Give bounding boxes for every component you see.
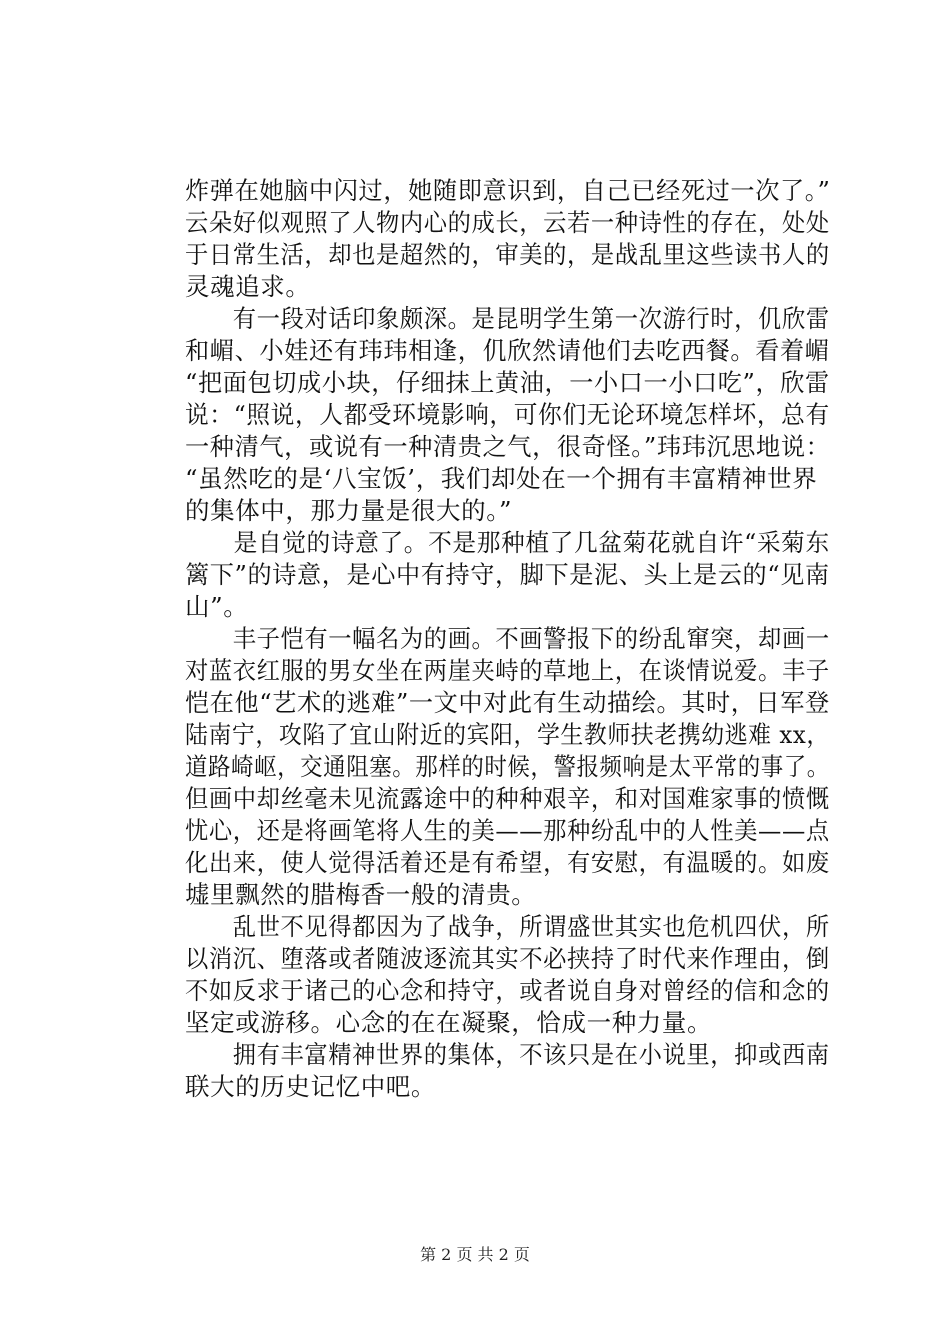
text-line: 和嵋、小娃还有玮玮相逢，仉欣然请他们去吃西餐。看着嵋 [185, 336, 830, 365]
text-line: 是自觉的诗意了。不是那种植了几盆菊花就自许“采菊东 [185, 528, 830, 557]
text-line: 恺在他“艺术的逃难”一文中对此有生动描绘。其时，日军登 [185, 688, 830, 717]
text-line: 陆南宁，攻陷了宜山附近的宾阳，学生教师扶老携幼逃难 xx， [185, 720, 830, 749]
text-line: 以消沉、堕落或者随波逐流其实不必挟持了时代来作理由，倒 [185, 944, 830, 973]
text-line: 乱世不见得都因为了战争，所谓盛世其实也危机四伏，所 [185, 912, 830, 941]
text-line: 灵魂追求。 [185, 272, 311, 301]
text-line: 不如反求于诸己的心念和持守，或者说自身对曾经的信和念的 [185, 976, 830, 1005]
text-line: 的集体中，那力量是很大的。” [185, 496, 513, 525]
page-footer: 第 2 页 共 2 页 [420, 1245, 530, 1264]
text-line: 化出来，使人觉得活着还是有希望，有安慰，有温暖的。如废 [185, 848, 830, 877]
text-line: 一种清气，或说有一种清贵之气，很奇怪。”玮玮沉思地说： [185, 432, 831, 461]
text-line: 篱下”的诗意，是心中有持守，脚下是泥、头上是云的“见南 [185, 560, 830, 589]
text-line: 云朵好似观照了人物内心的成长，云若一种诗性的存在，处处 [185, 208, 830, 237]
text-line: 说：“照说，人都受环境影响，可你们无论环境怎样坏，总有 [185, 400, 830, 429]
text-line: “虽然吃的是‘八宝饭’，我们却处在一个拥有丰富精神世界 [185, 464, 818, 493]
text-line: 但画中却丝毫未见流露途中的种种艰辛，和对国难家事的愤慨 [185, 784, 830, 813]
text-line: 丰子恺有一幅名为的画。不画警报下的纷乱窜突，却画一 [185, 624, 830, 653]
text-line: 山”。 [185, 592, 249, 621]
text-line: 对蓝衣红服的男女坐在两崖夹峙的草地上，在谈情说爱。丰子 [185, 656, 830, 685]
text-line: 忧心，还是将画笔将人生的美——那种纷乱中的人性美——点 [185, 816, 830, 845]
text-line: 道路崎岖，交通阻塞。那样的时候，警报频响是太平常的事了。 [185, 752, 830, 781]
text-line: “把面包切成小块，仔细抹上黄油，一小口一小口吃”，欣雷 [185, 368, 830, 397]
text-line: 炸弹在她脑中闪过，她随即意识到，自己已经死过一次了。” [185, 176, 831, 205]
text-line: 拥有丰富精神世界的集体，不该只是在小说里，抑或西南 [185, 1040, 830, 1069]
text-line: 联大的历史记忆中吧。 [185, 1072, 436, 1101]
text-line: 于日常生活，却也是超然的，审美的，是战乱里这些读书人的 [185, 240, 830, 269]
text-line: 墟里飘然的腊梅香一般的清贵。 [185, 880, 537, 909]
text-line: 坚定或游移。心念的在在凝聚，恰成一种力量。 [185, 1008, 713, 1037]
text-line: 有一段对话印象颇深。是昆明学生第一次游行时，仉欣雷 [185, 304, 830, 333]
